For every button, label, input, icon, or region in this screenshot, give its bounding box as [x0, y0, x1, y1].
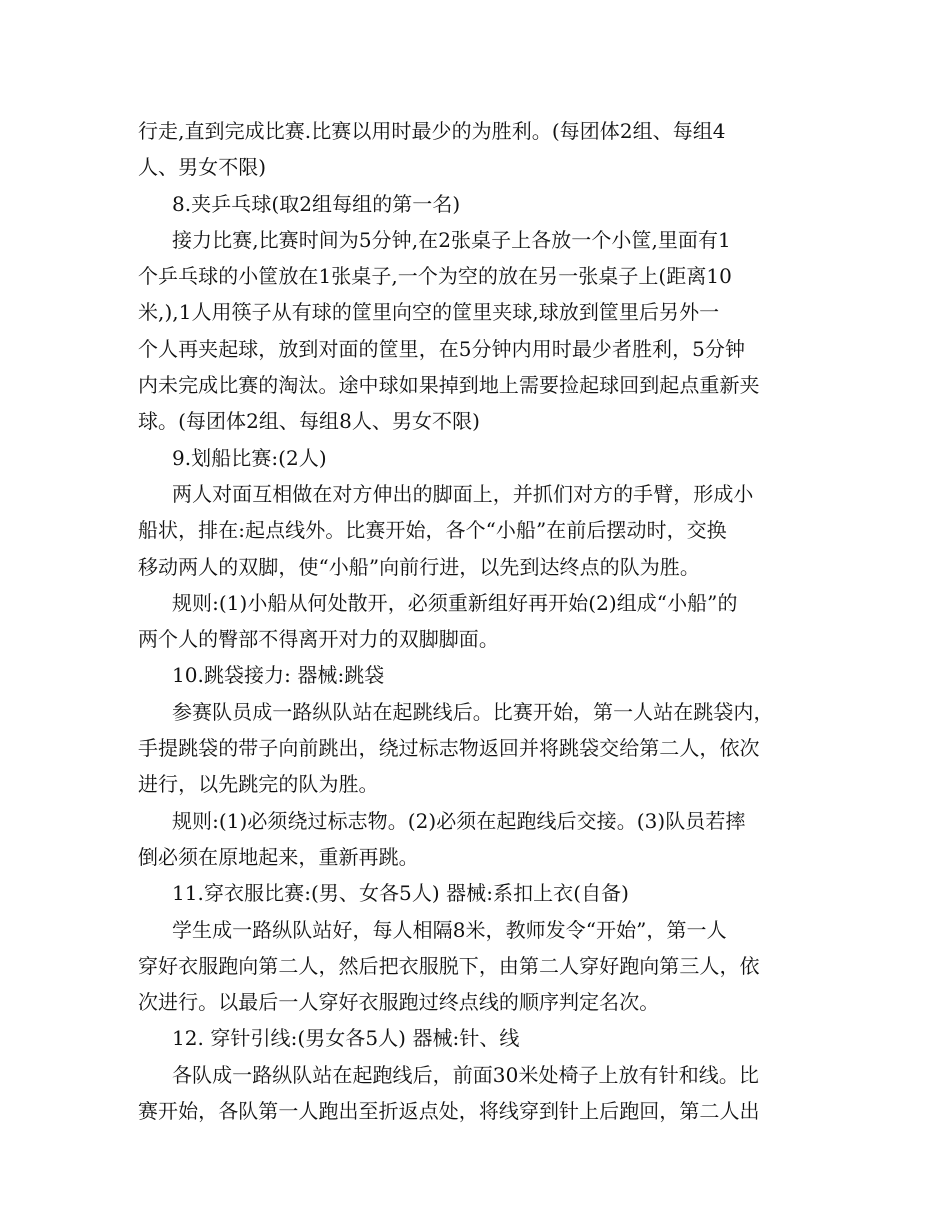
text-line: 移动两人的双脚，使“小船”向前行进，以先到达终点的队为胜。 — [138, 554, 700, 579]
text-line: 内未完成比赛的淘汰。途中球如果掉到地上需要捡起球回到起点重新夹 — [138, 373, 760, 398]
text-line: 个乒乓球的小筐放在1张桌子,一个为空的放在另一张桌子上(距离10 — [138, 264, 732, 289]
text-line: 两个人的臀部不得离开对力的双脚脚面。 — [138, 627, 499, 652]
text-line: 接力比赛,比赛时间为5分钟,在2张桌子上各放一个小筐,里面有1 — [172, 227, 731, 252]
text-line: 规则:(1)必须绕过标志物。(2)必须在起跑线后交接。(3)队员若摔 — [172, 808, 746, 833]
document-body — [138, 113, 814, 1129]
text-line: 赛开始，各队第一人跑出至折返点处，将线穿到针上后跑回，第二人出 — [138, 1099, 760, 1124]
text-line: 学生成一路纵队站好，每人相隔8米，教师发令“开始”，第一人 — [172, 917, 727, 942]
text-line: 倒必须在原地起来，重新再跳。 — [138, 844, 419, 869]
text-line: 穿好衣服跑向第二人，然后把衣服脱下，由第二人穿好跑向第三人，依 — [138, 953, 760, 978]
text-line: 规则:(1)小船从何处散开，必须重新组好再开始(2)组成“小船”的 — [172, 590, 738, 615]
text-line: 个人再夹起球，放到对面的筐里，在5分钟内用时最少者胜利，5分钟 — [138, 336, 745, 361]
text-line: 船状，排在:起点线外。比赛开始，各个“小船”在前后摆动时，交换 — [138, 518, 727, 543]
text-line: 米,),1人用筷子从有球的筐里向空的筐里夹球,球放到筐里后另外一 — [138, 300, 720, 325]
text-line: 各队成一路纵队站在起跑线后，前面30米处椅子上放有针和线。比 — [172, 1062, 759, 1087]
text-line: 行走,直到完成比赛.比赛以用时最少的为胜利。(每团体2组、每组4 — [138, 119, 726, 143]
text-line: 人、男女不限) — [138, 155, 267, 180]
text-line: 参赛队员成一路纵队站在起跳线后。比赛开始，第一人站在跳袋内， — [172, 699, 774, 724]
text-line: 8.夹乒乓球(取2组每组的第一名) — [172, 191, 461, 216]
text-line: 球。(每团体2组、每组8人、男女不限) — [138, 409, 481, 434]
text-line: 9.划船比赛:(2人) — [172, 445, 327, 470]
text-line: 进行，以先跳完的队为胜。 — [138, 772, 379, 797]
text-line: 手提跳袋的带子向前跳出，绕过标志物返回并将跳袋交给第二人，依次 — [138, 736, 760, 761]
text-line: 11.穿衣服比赛:(男、女各5人) 器械:系扣上衣(自备) — [172, 881, 630, 906]
text-line: 12. 穿针引线:(男女各5人) 器械:针、线 — [172, 1026, 520, 1051]
text-line: 10.跳袋接力: 器械:跳袋 — [172, 663, 385, 688]
text-line: 次进行。以最后一人穿好衣服跑过终点线的顺序判定名次。 — [138, 990, 660, 1015]
text-line: 两人对面互相做在对方伸出的脚面上，并抓们对方的手臂，形成小 — [172, 481, 754, 506]
